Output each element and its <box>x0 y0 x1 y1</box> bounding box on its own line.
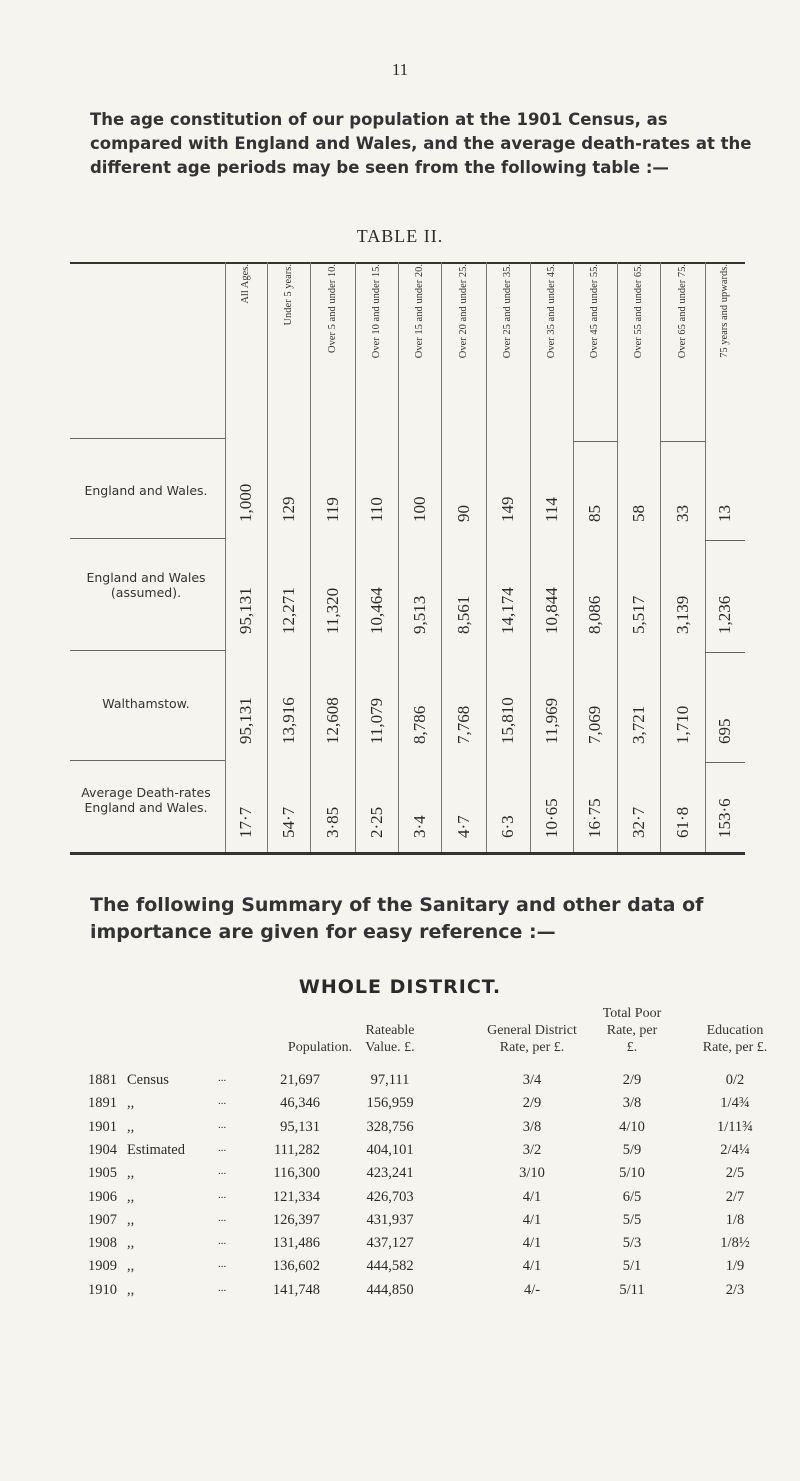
column-header: Over 45 and under 55. <box>589 264 600 359</box>
table-cell: 695 <box>715 718 734 744</box>
general-district-rate-cell: 4/1 <box>522 1211 542 1228</box>
leader-dots: ... <box>218 1281 227 1294</box>
year-cell: 1891 <box>88 1095 117 1112</box>
education-rate-cell: 1/8 <box>725 1211 745 1228</box>
row-divider <box>70 538 225 539</box>
population-cell: 121,334 <box>272 1188 320 1205</box>
poor-rate-cell: 3/8 <box>622 1095 642 1112</box>
table-cell: 12,608 <box>322 697 342 744</box>
population-cell: 126,397 <box>272 1211 320 1228</box>
summary-row <box>0 1235 800 1257</box>
year-cell: 1909 <box>88 1258 117 1275</box>
table-cell: 61·8 <box>672 806 692 838</box>
table-cell: 17·7 <box>236 806 255 838</box>
column-header: All Ages. <box>240 264 251 304</box>
district-title: WHOLE DISTRICT. <box>298 976 502 998</box>
general-district-rate-cell: 2/9 <box>522 1095 542 1112</box>
label-cell: ,, <box>127 1165 135 1182</box>
general-district-rate-cell: 3/4 <box>522 1072 542 1088</box>
row-divider <box>70 438 225 439</box>
header-population: Population. <box>287 1040 353 1055</box>
general-district-rate-cell: 4/1 <box>522 1235 542 1252</box>
leader-dots: ... <box>218 1211 227 1224</box>
label-cell: Estimated <box>127 1141 185 1158</box>
rateable-value-cell: 423,241 <box>366 1165 414 1182</box>
poor-rate-cell: 5/3 <box>622 1235 642 1252</box>
table-cell: 3·85 <box>322 806 342 838</box>
rateable-value-cell: 156,959 <box>366 1095 414 1112</box>
rateable-value-cell: 404,101 <box>366 1141 414 1158</box>
education-rate-cell: 1/11¾ <box>716 1118 754 1135</box>
population-cell: 116,300 <box>273 1165 320 1182</box>
summary-row <box>0 1119 800 1141</box>
column-header: Over 10 and under 15. <box>370 264 382 359</box>
leader-dots: ... <box>218 1095 227 1108</box>
table-cell: 3·4 <box>409 815 429 838</box>
table-cell: 110 <box>366 497 386 522</box>
general-district-rate-cell: 4/1 <box>522 1258 542 1275</box>
year-cell: 1881 <box>88 1072 117 1088</box>
column-divider <box>660 262 661 852</box>
table-title: TABLE II. <box>356 226 444 246</box>
summary-row <box>0 1282 800 1304</box>
rateable-value-cell: 328,756 <box>366 1118 414 1135</box>
column-divider <box>441 262 442 852</box>
table-cell: 95,131 <box>236 697 255 744</box>
population-cell: 136,602 <box>272 1258 320 1275</box>
table-bottom-rule <box>70 852 745 855</box>
table-cell: 13,916 <box>278 697 298 744</box>
table-cell: 11,969 <box>541 697 561 744</box>
education-rate-cell: 0/2 <box>725 1072 745 1088</box>
rateable-value-cell: 431,937 <box>366 1211 414 1228</box>
year-cell: 1910 <box>88 1281 117 1298</box>
column-divider <box>267 262 268 852</box>
population-cell: 141,748 <box>272 1281 320 1298</box>
year-cell: 1905 <box>88 1165 117 1182</box>
table-cell: 15,810 <box>498 697 517 744</box>
population-cell: 95,131 <box>280 1118 320 1135</box>
row-label: England and Wales (assumed). <box>86 570 206 600</box>
summary-row <box>0 1072 800 1094</box>
table-cell: 95,131 <box>236 587 255 634</box>
table-cell: 9,513 <box>409 595 429 634</box>
label-cell: Census <box>127 1072 169 1088</box>
table-cell: 1,236 <box>715 595 734 634</box>
table-cell: 32·7 <box>628 806 648 838</box>
column-header: Over 15 and under 20. <box>413 264 425 359</box>
table-cell: 2·25 <box>366 806 386 838</box>
general-district-rate-cell: 4/1 <box>522 1188 542 1205</box>
population-cell: 111,282 <box>273 1141 320 1158</box>
column-header: Over 65 and under 75. <box>676 264 688 359</box>
header-rateable-value: Rateable Value. £. <box>365 1023 415 1055</box>
poor-rate-cell: 6/5 <box>622 1188 642 1205</box>
year-cell: 1907 <box>88 1211 117 1228</box>
column-divider <box>486 262 487 852</box>
row-divider <box>70 650 225 651</box>
table-cell: 58 <box>628 505 648 522</box>
table-cell: 10,464 <box>366 587 386 634</box>
column-divider <box>617 262 618 852</box>
rateable-value-cell: 437,127 <box>366 1235 414 1252</box>
column-divider <box>573 262 574 852</box>
column-header: Over 35 and under 45. <box>545 264 557 359</box>
rateable-value-cell: 444,582 <box>366 1258 414 1275</box>
table-cell: 1,000 <box>236 483 255 522</box>
leader-dots: ... <box>218 1235 227 1248</box>
year-cell: 1906 <box>88 1188 117 1205</box>
poor-rate-cell: 5/11 <box>619 1281 645 1298</box>
general-district-rate-cell: 3/8 <box>522 1118 542 1135</box>
education-rate-cell: 2/7 <box>725 1188 745 1205</box>
table-cell: 54·7 <box>278 806 298 838</box>
poor-rate-cell: 5/10 <box>619 1165 645 1182</box>
population-cell: 131,486 <box>272 1235 320 1252</box>
table-cell: 7,768 <box>453 705 473 744</box>
column-header: 75 years and upwards. <box>719 264 730 358</box>
table-cell: 11,079 <box>366 697 386 744</box>
general-district-rate-cell: 3/10 <box>519 1165 545 1182</box>
table-cell: 114 <box>541 497 561 522</box>
table-cell: 3,721 <box>628 705 648 744</box>
leader-dots: ... <box>218 1165 227 1178</box>
table-cell: 8,561 <box>453 595 473 634</box>
column-header: Under 5 years. <box>282 264 294 326</box>
education-rate-cell: 1/4¾ <box>720 1095 750 1112</box>
leader-dots: ... <box>218 1072 227 1084</box>
table-cell: 119 <box>322 497 342 522</box>
table-cell: 90 <box>453 505 473 522</box>
column-header: Over 25 and under 35. <box>502 264 513 359</box>
column-divider <box>225 262 226 852</box>
table-cell: 6·3 <box>498 815 517 838</box>
summary-heading: The following Summary of the Sanitary and other data of importance are given for easy reference :— <box>90 894 704 943</box>
column-header: Over 55 and under 65. <box>632 264 644 359</box>
table-cell: 100 <box>409 496 429 522</box>
row-label: Walthamstow. <box>102 696 190 711</box>
page-number: 11 <box>391 60 409 79</box>
column-header: Over 5 and under 10. <box>326 264 338 353</box>
table-cell: 3,139 <box>672 595 692 634</box>
table-cell: 153·6 <box>715 798 734 838</box>
table-cell: 129 <box>278 496 298 522</box>
poor-rate-cell: 5/9 <box>622 1141 642 1158</box>
education-rate-cell: 2/5 <box>725 1165 745 1182</box>
table-cell: 16·75 <box>585 798 604 838</box>
summary-row <box>0 1142 800 1164</box>
leader-dots: ... <box>218 1118 227 1131</box>
label-cell: ,, <box>127 1211 135 1228</box>
year-cell: 1908 <box>88 1235 117 1252</box>
table-cell: 33 <box>672 505 692 522</box>
table-cell: 13 <box>715 505 734 522</box>
table-cell: 14,174 <box>498 587 517 634</box>
rateable-value-cell: 426,703 <box>366 1188 414 1205</box>
poor-rate-cell: 5/5 <box>622 1211 642 1228</box>
poor-rate-cell: 4/10 <box>619 1118 645 1135</box>
intro-paragraph: The age constitution of our population at the 1901 Census, as compared with England and Wales, and the average death-rates at the different age periods may be seen from the following table :— <box>90 110 752 177</box>
leader-dots: ... <box>218 1258 227 1271</box>
summary-row <box>0 1165 800 1187</box>
summary-row <box>0 1212 800 1234</box>
leader-dots: ... <box>218 1188 227 1201</box>
header-general-district-rate: General District Rate, per £. <box>487 1023 577 1055</box>
table-cell: 5,517 <box>628 595 648 634</box>
table-cell: 1,710 <box>672 705 692 744</box>
table-cell: 4·7 <box>453 815 473 838</box>
table-cell: 8,086 <box>585 595 604 634</box>
table-cell: 10,844 <box>541 587 561 634</box>
education-rate-cell: 1/8½ <box>720 1235 750 1252</box>
row-label: Average Death-rates England and Wales. <box>81 785 211 815</box>
rateable-value-cell: 444,850 <box>366 1281 414 1298</box>
label-cell: ,, <box>127 1281 135 1298</box>
table-cell: 11,320 <box>322 587 342 634</box>
table-cell: 85 <box>585 505 604 522</box>
table-cell: 7,069 <box>585 705 604 744</box>
poor-rate-cell: 2/9 <box>622 1072 642 1088</box>
label-cell: ,, <box>127 1258 135 1275</box>
summary-row <box>0 1189 800 1211</box>
general-district-rate-cell: 3/2 <box>522 1141 542 1158</box>
label-cell: ,, <box>127 1095 135 1112</box>
table-cell: 10·65 <box>541 798 561 838</box>
column-divider <box>355 262 356 852</box>
education-rate-cell: 1/9 <box>725 1258 745 1275</box>
row-label: England and Wales. <box>84 483 208 498</box>
column-header: Over 20 and under 25. <box>457 264 469 359</box>
general-district-rate-cell: 4/- <box>523 1281 541 1298</box>
column-divider <box>398 262 399 852</box>
column-divider <box>310 262 311 852</box>
label-cell: ,, <box>127 1188 135 1205</box>
label-cell: ,, <box>127 1118 135 1135</box>
population-cell: 46,346 <box>280 1095 320 1112</box>
header-education-rate: Education Rate, per £. <box>702 1023 768 1055</box>
column-divider <box>705 262 706 852</box>
summary-row <box>0 1258 800 1280</box>
poor-rate-cell: 5/1 <box>622 1258 642 1275</box>
table-cell: 149 <box>498 496 517 522</box>
education-rate-cell: 2/3 <box>725 1281 745 1298</box>
label-cell: ,, <box>127 1235 135 1252</box>
row-divider <box>70 760 225 761</box>
table-cell: 12,271 <box>278 587 298 634</box>
leader-dots: ... <box>218 1141 227 1154</box>
summary-row <box>0 1095 800 1117</box>
table-cell: 8,786 <box>409 705 429 744</box>
year-cell: 1904 <box>88 1141 117 1158</box>
year-cell: 1901 <box>88 1118 117 1135</box>
education-rate-cell: 2/4¼ <box>720 1141 750 1158</box>
population-cell: 21,697 <box>280 1072 320 1088</box>
header-total-poor-rate: Total Poor Rate, per £. <box>602 1006 662 1055</box>
rateable-value-cell: 97,111 <box>370 1072 410 1088</box>
column-divider <box>530 262 531 852</box>
